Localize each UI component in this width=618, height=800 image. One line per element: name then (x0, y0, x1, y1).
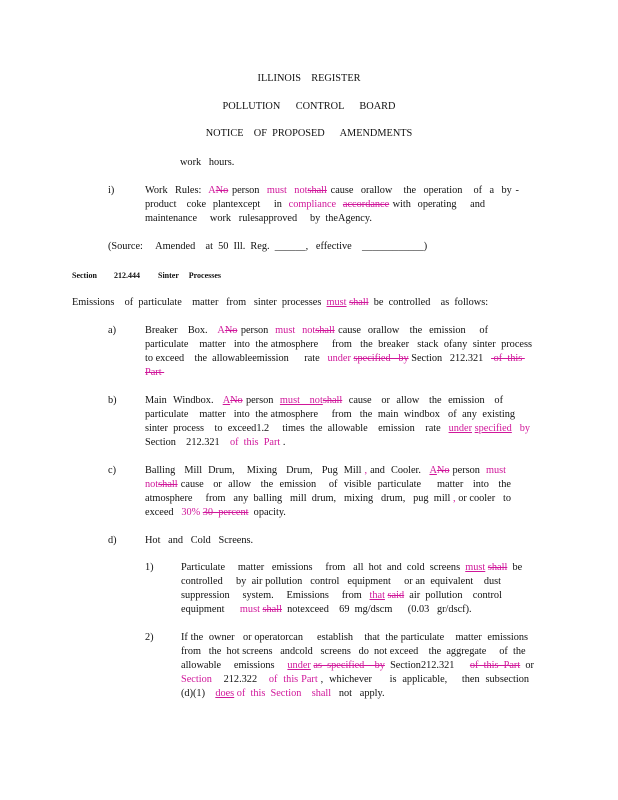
item-d2-line1: If the owner or operatorcan establish that the particulate matter emissions (181, 632, 528, 643)
intro-sentence: Emissions of particulate matter from sinter processes must shall be controlled as follows: (72, 297, 489, 308)
item-i-label: i) (108, 185, 115, 196)
item-a-label: a) (108, 325, 116, 336)
item-b-label: b) (108, 395, 117, 406)
register-heading: ILLINOIS REGISTER (257, 73, 361, 84)
item-c-line2: notshall cause or allow the emission of visible particulate matter into the (145, 479, 511, 490)
item-a-line1: Breaker Box. ANo person must notshall cause orallow the emission of (145, 325, 488, 336)
item-a-line2: particulate matter into the atmosphere from the breaker stack ofany sinter process (145, 339, 532, 350)
item-c-line3: atmosphere from any balling mill drum, mixing drum, pug mill , or cooler to (145, 493, 512, 504)
item-d1-label: 1) (145, 562, 154, 573)
item-b-line3: sinter process to exceed1.2 times the allowable emission rate under specified by (145, 423, 530, 434)
item-d2-line2: from the hot screens andcold screens do not exceed the aggregate of the (181, 646, 526, 657)
item-a-line3: to exceed the allowableemission rate under specified by Section 212.321 of this (145, 353, 525, 364)
item-i-line2: product coke plantexcept in compliance accordance with operating and (145, 199, 485, 210)
source-note: (Source: Amended at 50 Ill. Reg. ______, effective ____________) (108, 241, 428, 252)
item-b-line4: Section 212.321 of this Part . (145, 437, 286, 448)
item-d1-line1: Particulate matter emissions from all hot and cold screens must shall be (181, 562, 523, 573)
item-d1-line3: suppression system. Emissions from that said air pollution control (181, 590, 502, 601)
item-d1-line4: equipment must shall notexceed 69 mg/dscm (0.03 gr/dscf). (181, 604, 472, 615)
item-d1-line2: controlled by air pollution control equipment or an equivalent dust (181, 576, 501, 587)
section-number: 212.444 (114, 271, 140, 280)
section-label: Section (72, 271, 97, 280)
item-d2-line3: allowable emissions under as specified by Section212.321 of this Part or (181, 660, 534, 671)
item-c-label: c) (108, 465, 116, 476)
item-c-line4: exceed 30% 30 percent opacity. (145, 507, 286, 518)
item-b-line1: Main Windbox. ANo person must notshall cause or allow the emission of (145, 395, 504, 406)
item-d-title: Hot and Cold Screens. (145, 535, 254, 546)
work-hours-text: work hours. (180, 157, 235, 168)
item-c-line1: Balling Mill Drum, Mixing Drum, Pug Mill , and Cooler. ANo person must (145, 465, 506, 476)
item-a-line4: Part (145, 367, 165, 378)
item-i-line3: maintenance work rulesapproved by theAgency. (145, 213, 372, 224)
notice-heading: NOTICE OF PROPOSED AMENDMENTS (205, 128, 413, 139)
section-title: Sinter Processes (158, 271, 222, 280)
item-d2-line5: (d)(1) does of this Section shall not apply. (181, 688, 385, 699)
item-d2-label: 2) (145, 632, 154, 643)
item-d2-line4: Section 212.322 of this Part , whichever is applicable, then subsection (181, 674, 529, 685)
item-i-line1: Work Rules: ANo person must notshall cause orallow the operation of a by - (145, 185, 519, 196)
item-b-line2: particulate matter into the atmosphere from the main windbox of any existing (145, 409, 515, 420)
board-heading: POLLUTION CONTROL BOARD (222, 101, 396, 112)
item-d-label: d) (108, 535, 117, 546)
